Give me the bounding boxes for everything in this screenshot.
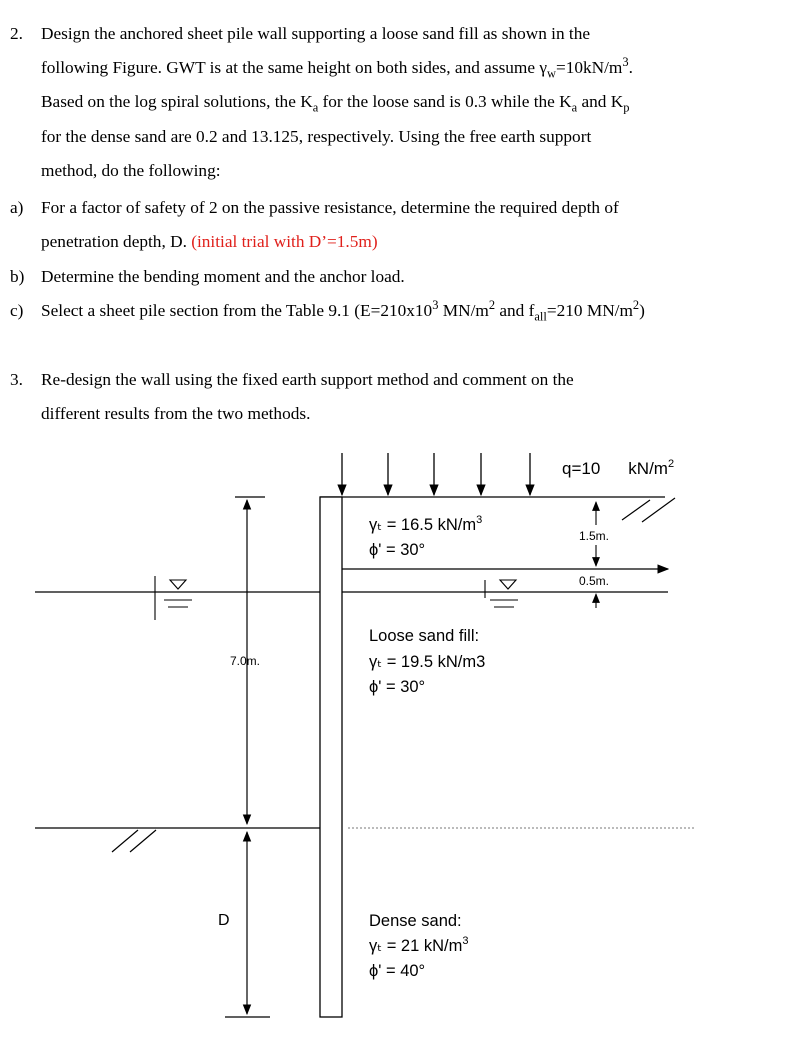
upper-fill-unit-weight: γₜ = 16.5 $kN/m^3$ <box>369 514 483 534</box>
loose-sand-friction-angle: ϕ' = 30° <box>369 678 426 696</box>
water-table-symbol-left <box>155 576 192 620</box>
q2c-text: Select a sheet pile section from the Table 9.1 ($E=210x10^3$ $MN/m^2$ and $f_{all}=210$ $MN/m^2$) <box>41 298 645 324</box>
q2-line-2: following Figure. GWT is at the same height on both sides, and assume $\gamma_w=10kN/m^3$. <box>41 55 633 81</box>
dense-sand-friction-angle: ϕ' = 40° <box>369 962 426 980</box>
dense-sand-title: Dense sand: <box>369 912 462 930</box>
loose-sand-unit-weight: γₜ = 19.5 kN/m3 <box>369 653 486 671</box>
dimension-label-0-5m: 0.5m. <box>579 574 610 588</box>
sheet-pile <box>320 497 342 1017</box>
q2-line-3: Based on the log spiral solutions, the $K_a$ for the loose sand is 0.3 while the $K_a$ and $K_p$ <box>41 92 630 115</box>
dimension-label-7m: 7.0m. <box>230 654 261 668</box>
q3-line-1: Re-design the wall using the fixed earth support method and comment on the <box>41 370 574 389</box>
question-2-number: 2. <box>10 24 23 43</box>
dimension-label-D: D <box>218 912 230 929</box>
q2-line-1: Design the anchored sheet pile wall supporting a loose sand fill as shown in the <box>41 24 591 43</box>
initial-trial-note: (initial trial with D’=1.5m) <box>191 232 378 252</box>
q2-line-5: method, do the following: <box>41 160 221 180</box>
q3-line-2: different results from the two methods. <box>41 404 311 424</box>
question-3-number: 3. <box>10 370 23 389</box>
upper-fill-friction-angle: ϕ' = 30° <box>369 541 426 559</box>
q2a-line-1: For a factor of safety of 2 on the passive resistance, determine the required depth of <box>41 198 619 217</box>
dimension-label-1-5m: 1.5m. <box>579 529 610 543</box>
q2a-line-2: penetration depth, D. (initial trial with D’=1.5m) <box>41 232 378 252</box>
question-2a-label: a) <box>10 198 24 217</box>
water-table-symbol-right <box>485 580 518 607</box>
dense-sand-unit-weight: γₜ = 21 $kN/m^3$ <box>369 935 469 955</box>
surcharge-label: q=10 $kN/m^2$ <box>562 458 675 478</box>
surcharge-arrows <box>342 453 530 495</box>
loose-sand-title: Loose sand fill: <box>369 627 480 645</box>
q2-line-4: for the dense sand are 0.2 and 13.125, respectively. Using the free earth support <box>41 126 592 146</box>
surface-hatch <box>622 500 650 520</box>
q2b-text: Determine the bending moment and the anchor load. <box>41 267 405 286</box>
question-2b-label: b) <box>10 267 25 286</box>
question-2c-label: c) <box>10 301 24 320</box>
